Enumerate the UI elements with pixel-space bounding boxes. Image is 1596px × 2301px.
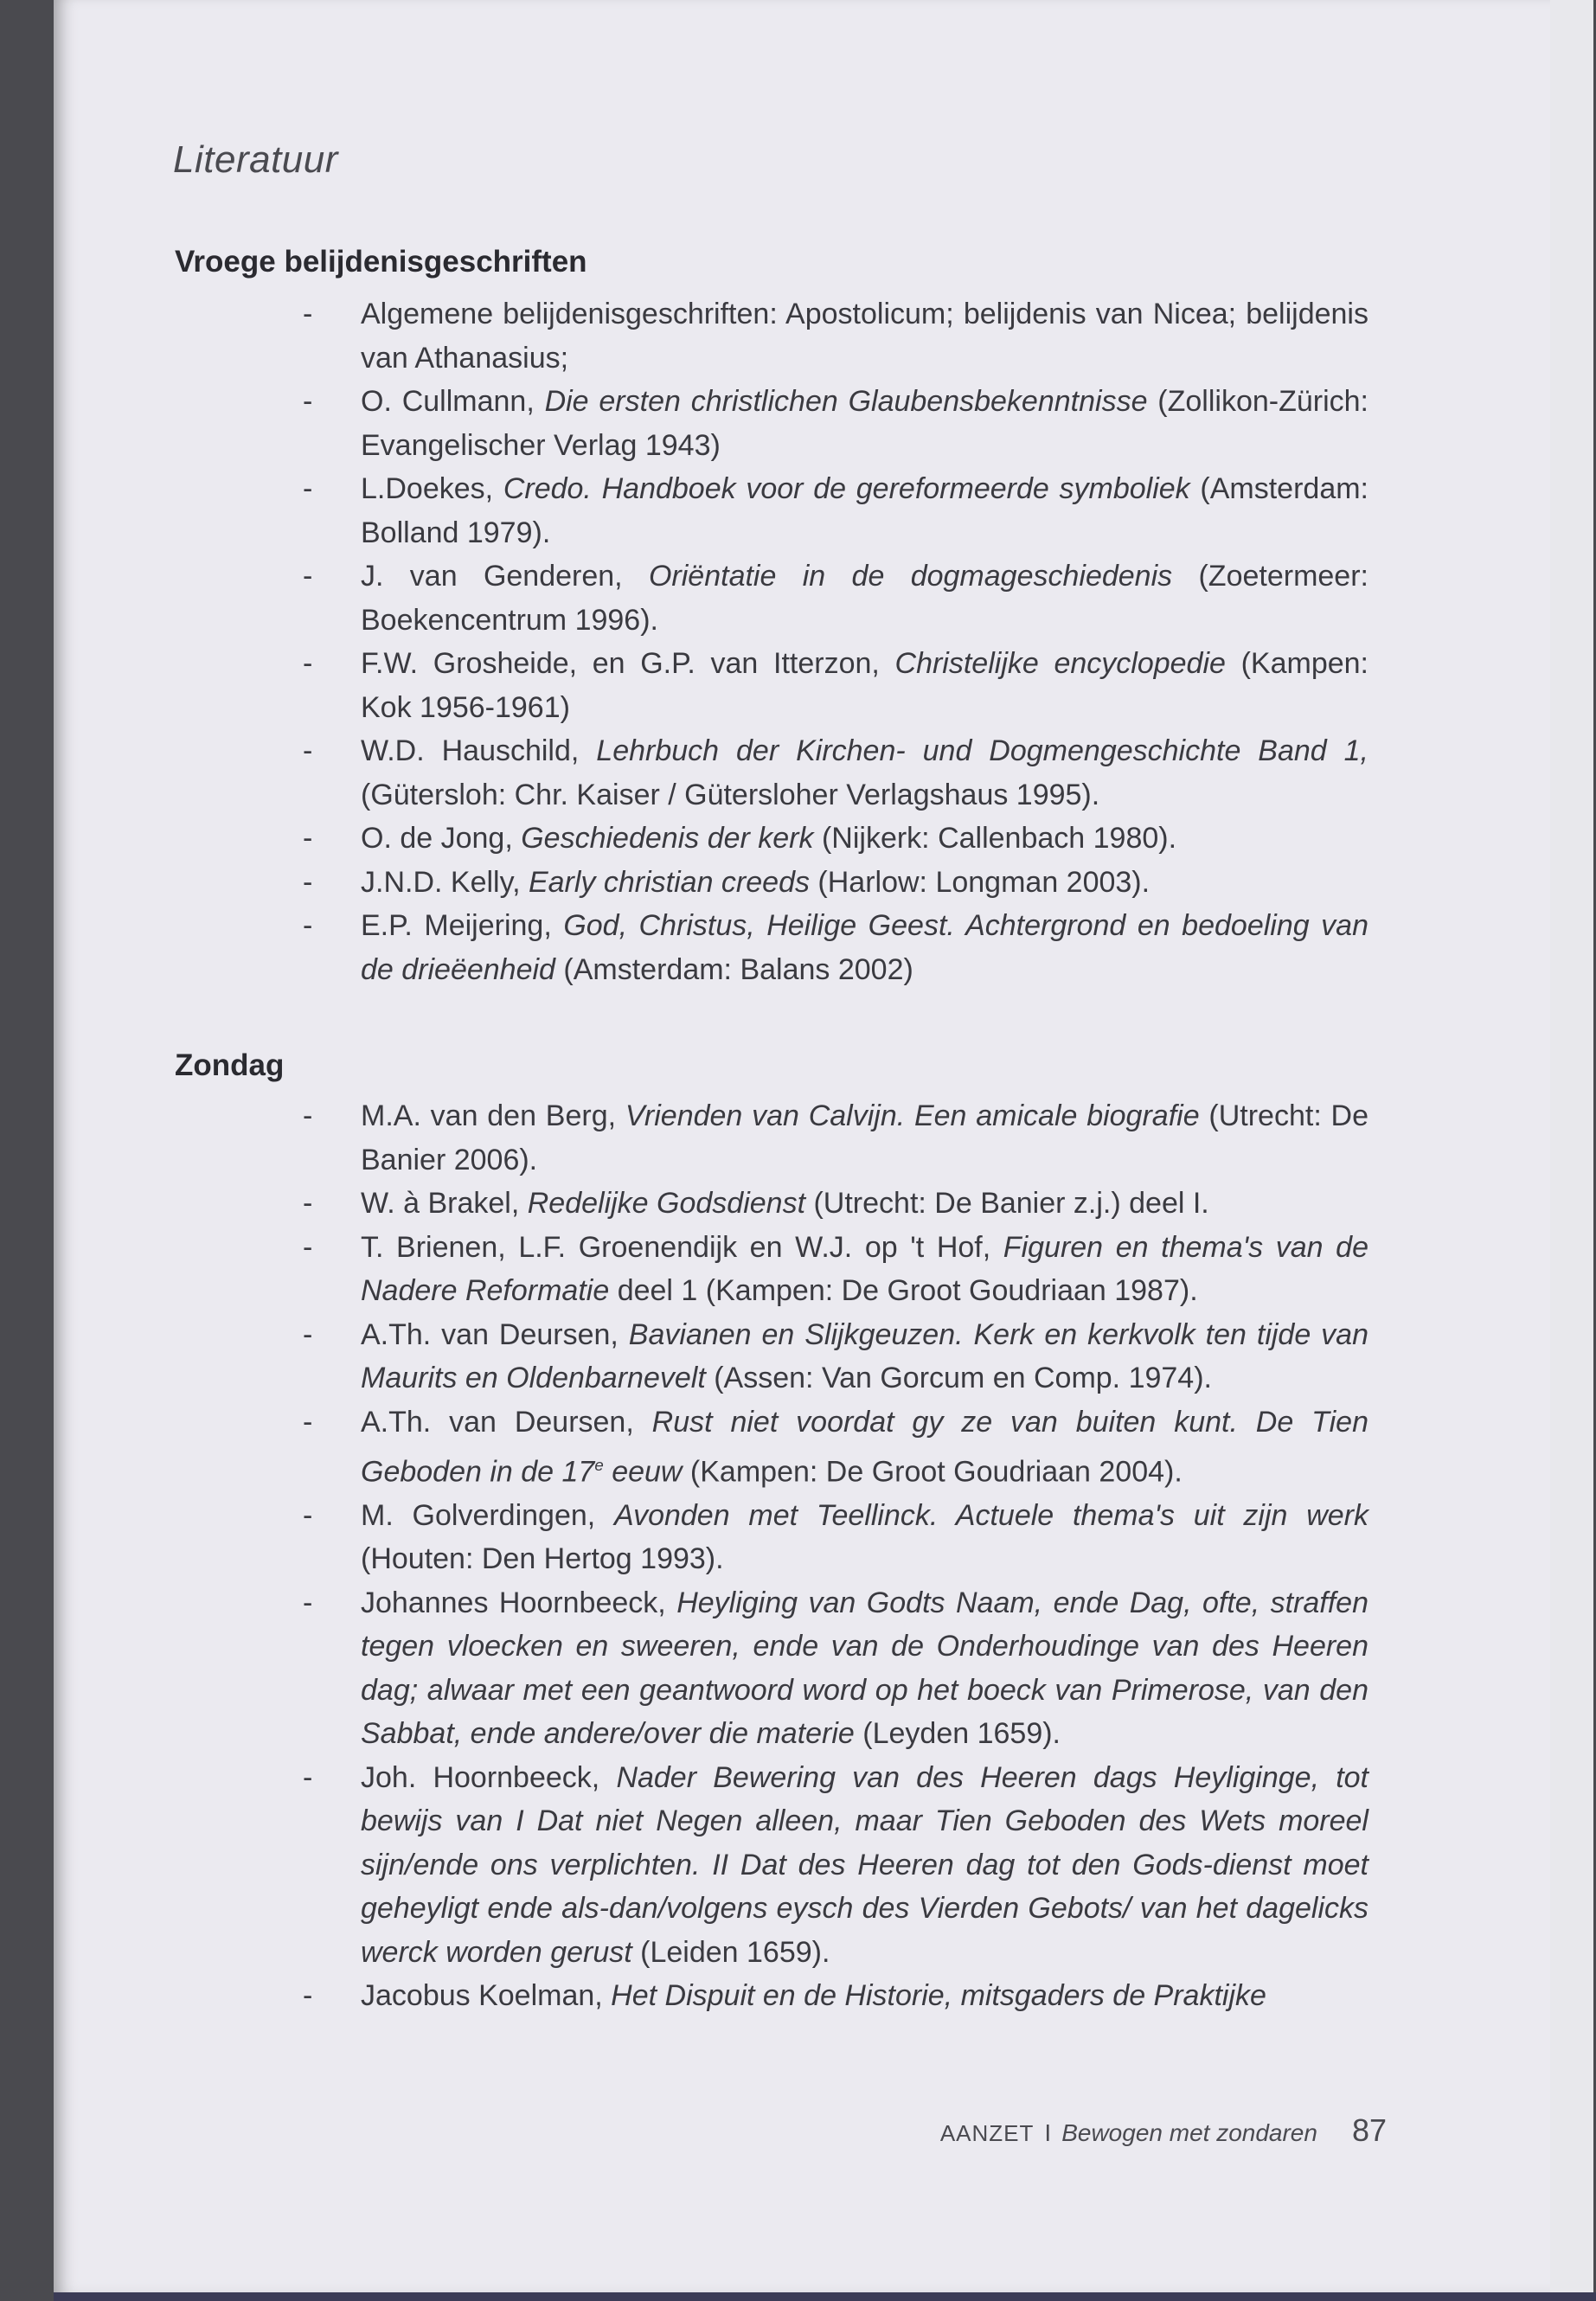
- section-heading-vroege: Vroege belijdenisgeschriften: [175, 245, 587, 279]
- entry-text: (Utrecht: De Banier 2006).: [361, 1099, 1369, 1176]
- entry-title: Christelijke encyclopedie: [894, 647, 1226, 680]
- list-dash: -: [303, 647, 313, 680]
- entry-text: Johannes Hoornbeeck,: [361, 1586, 677, 1619]
- entry-text: J. van Genderen,: [361, 560, 649, 593]
- footer-series: AANZET: [939, 2120, 1035, 2146]
- list-dash: -: [303, 1099, 313, 1132]
- bibliography-entry: [175, 1756, 1368, 1975]
- entry-text: Algemene belijdenisgeschriften: Apostolicum; belijdenis van Nicea; belijdenis van Athanasius;: [361, 298, 1368, 375]
- bibliography-entry: [175, 1094, 1368, 1182]
- entry-title: Heyliging van Godts Naam, ende Dag, ofte, straffen tegen vloecken en sweeren, ende van de Onderhoudinge van des Heeren dag; alwaar met een geantwoord word op het boeck van Primerose, van den Sabbat, ende andere/over die materie: [361, 1586, 1369, 1751]
- entry-title: Oriëntatie in de dogmageschiedenis: [648, 560, 1173, 593]
- list-dash: -: [303, 1230, 313, 1264]
- entry-title: Bavianen en Slijkgeuzen. Kerk en kerkvolk ten tijde van Maurits en Oldenbarnevelt: [361, 1317, 1368, 1394]
- entry-text: (Kampen: Kok 1956-1961): [361, 647, 1368, 724]
- bibliography-entry: [175, 904, 1368, 991]
- entry-text: Jacobus Koelman,: [361, 1979, 612, 2013]
- entry-title: Early christian creeds: [528, 865, 810, 899]
- list-dash: -: [303, 1405, 313, 1439]
- entry-text: W. à Brakel,: [361, 1187, 528, 1220]
- entry-text: J.N.D. Kelly,: [361, 865, 529, 899]
- entry-title: Figuren en thema's van de Nadere Reformatie: [361, 1230, 1368, 1307]
- entry-text: Joh. Hoornbeeck,: [361, 1760, 617, 1794]
- list-dash: -: [303, 865, 313, 899]
- page-title: Literatuur: [173, 138, 338, 181]
- list-dash: -: [303, 1498, 313, 1532]
- list-dash: -: [303, 385, 313, 418]
- entry-text: (Leiden 1659).: [631, 1935, 830, 1969]
- bibliography-entry: [175, 292, 1368, 380]
- entry-title: e: [594, 1456, 604, 1474]
- bibliography-entry: [175, 1494, 1368, 1581]
- entry-title: Redelijke Godsdienst: [527, 1187, 806, 1220]
- entry-text: (Utrecht: De Banier z.j.) deel I.: [805, 1187, 1209, 1220]
- entry-title: Rust niet voordat gy ze van buiten kunt. De Tien Geboden in de 17: [361, 1405, 1368, 1489]
- page-footer: [940, 2112, 1387, 2149]
- list-dash: -: [303, 298, 313, 330]
- footer-separator: I: [1044, 2119, 1052, 2146]
- entry-text: (Leyden 1659).: [854, 1717, 1061, 1751]
- bibliography-entry: [175, 1313, 1368, 1400]
- entry-text: (Harlow: Longman 2003).: [809, 865, 1151, 899]
- entry-text: (Gütersloh: Chr. Kaiser / Gütersloher Verlagshaus 1995).: [361, 778, 1100, 811]
- entry-text: E.P. Meijering,: [361, 909, 564, 942]
- entry-title: God, Christus, Heilige Geest. Achtergrond en bedoeling van de drieëenheid: [361, 909, 1368, 986]
- entry-title: Geschiedenis der kerk: [521, 822, 814, 855]
- entry-title: Het Dispuit en de Historie, mitsgaders de Praktijke: [611, 1979, 1266, 2013]
- entry-text: W.D. Hauschild,: [361, 734, 597, 767]
- entry-text: O. Cullmann,: [361, 385, 545, 418]
- bibliography-entry: [175, 1581, 1368, 1756]
- bibliography-entry: [175, 1400, 1368, 1494]
- entry-title: eeuw: [603, 1455, 683, 1489]
- entry-text: M.A. van den Berg,: [361, 1099, 625, 1132]
- entry-text: (Amsterdam: Bolland 1979).: [361, 472, 1368, 549]
- entry-text: (Kampen: De Groot Goudriaan 2004).: [682, 1455, 1183, 1489]
- section-heading-zondag: Zondag: [175, 1048, 285, 1082]
- entry-text: O. de Jong,: [361, 822, 522, 855]
- entry-text: F.W. Grosheide, en G.P. van Itterzon,: [361, 647, 895, 680]
- bibliography-entry: [175, 380, 1368, 467]
- bibliography-entry: [175, 1226, 1368, 1313]
- page-number: 87: [1351, 2112, 1387, 2148]
- list-dash: -: [303, 1760, 313, 1794]
- list-dash: -: [303, 734, 313, 767]
- bibliography-list-zondag: [175, 1094, 1368, 2018]
- list-dash: -: [303, 1979, 313, 2013]
- footer-subtitle: Bewogen met zondaren: [1061, 2119, 1317, 2146]
- entry-title: Die ersten christlichen Glaubensbekenntnisse: [544, 385, 1148, 418]
- book-page: [54, 0, 1550, 2292]
- entry-title: Nader Bewering van des Heeren dags Heyliginge, tot bewijs van I Dat niet Negen alleen, maar Tien Geboden des Wets moreel sijn/ende ons verplichten. II Dat des Heeren dag tot den Gods-dienst moet geheyligt ende als-dan/volgens eysch des Vierden Gebots/ van het dagelicks werck worden gerust: [361, 1760, 1369, 1969]
- bibliography-entry: [175, 467, 1368, 554]
- entry-text: L.Doekes,: [361, 472, 503, 505]
- page-bottom-edge: [54, 2292, 1596, 2301]
- bibliography-entry: [175, 861, 1368, 905]
- entry-text: (Zollikon-Zürich: Evangelischer Verlag 1943): [361, 385, 1368, 462]
- bibliography-entry: [175, 642, 1368, 729]
- list-dash: -: [303, 560, 313, 593]
- entry-text: (Assen: Van Gorcum en Comp. 1974).: [705, 1362, 1212, 1394]
- entry-text: A.Th. van Deursen,: [361, 1405, 652, 1439]
- list-dash: -: [303, 1187, 313, 1220]
- list-dash: -: [303, 472, 313, 505]
- entry-text: (Amsterdam: Balans 2002): [554, 952, 913, 986]
- bibliography-entry: [175, 1974, 1368, 2018]
- entry-title: Credo. Handboek voor de gereformeerde symboliek: [503, 472, 1190, 505]
- list-dash: -: [303, 1586, 313, 1619]
- bibliography-entry: [175, 729, 1368, 817]
- bibliography-entry: [175, 1182, 1368, 1226]
- list-dash: -: [303, 1317, 313, 1351]
- bibliography-list-vroege: [175, 292, 1368, 991]
- entry-text: M. Golverdingen,: [361, 1498, 614, 1532]
- entry-text: (Zoetermeer: Boekencentrum 1996).: [361, 560, 1368, 637]
- entry-title: Lehrbuch der Kirchen- und Dogmengeschichte Band 1,: [596, 734, 1368, 767]
- bibliography-entry: [175, 554, 1368, 642]
- entry-text: deel 1 (Kampen: De Groot Goudriaan 1987).: [609, 1274, 1198, 1307]
- entry-title: Vrienden van Calvijn. Een amicale biografie: [625, 1099, 1200, 1132]
- entry-text: A.Th. van Deursen,: [361, 1317, 629, 1351]
- entry-title: Avonden met Teellinck. Actuele thema's uit zijn werk: [614, 1498, 1368, 1532]
- entry-text: (Houten: Den Hertog 1993).: [361, 1542, 724, 1576]
- bibliography-entry: [175, 817, 1368, 861]
- list-dash: -: [303, 822, 313, 855]
- entry-text: T. Brienen, L.F. Groenendijk en W.J. op 't Hof,: [361, 1230, 1003, 1264]
- entry-text: (Nijkerk: Callenbach 1980).: [813, 822, 1177, 855]
- list-dash: -: [303, 909, 313, 942]
